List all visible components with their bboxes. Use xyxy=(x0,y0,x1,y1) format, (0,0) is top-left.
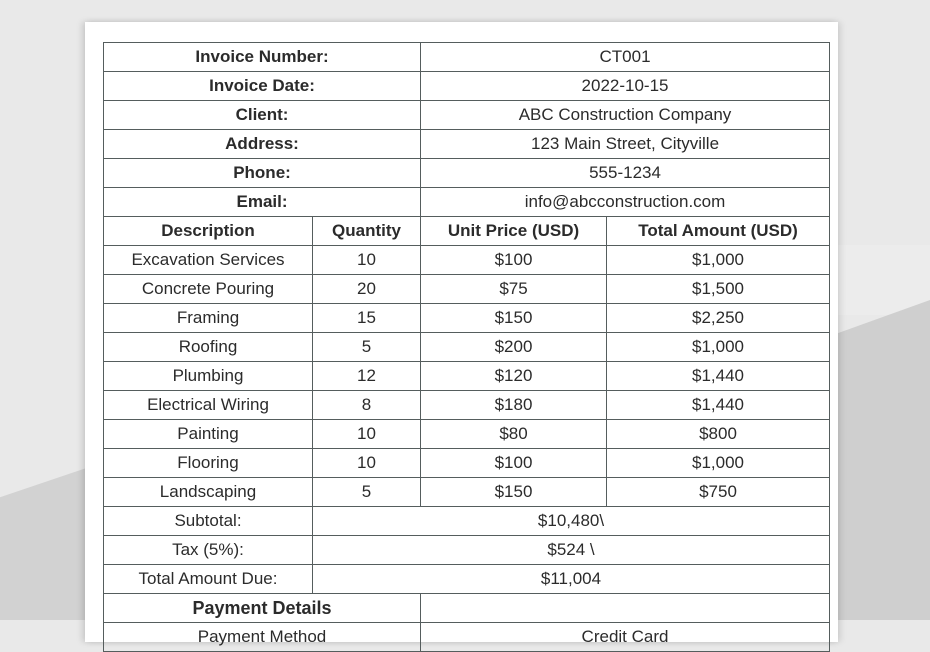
cell-total: $1,000 xyxy=(607,333,830,362)
table-row-payment-method xyxy=(104,623,830,652)
cell-total: $800 xyxy=(607,420,830,449)
cell-description: Roofing xyxy=(104,333,313,362)
cell-quantity: 8 xyxy=(313,391,421,420)
table-row-email xyxy=(104,188,830,217)
cell-total: $750 xyxy=(607,478,830,507)
cell-total: $2,250 xyxy=(607,304,830,333)
cell-unit-price: $180 xyxy=(421,391,607,420)
cell-quantity: 15 xyxy=(313,304,421,333)
table-row xyxy=(104,420,830,449)
section-title-payment-details: Payment Details xyxy=(104,594,421,623)
cell-total: $1,000 xyxy=(607,246,830,275)
table-row-client xyxy=(104,101,830,130)
table-row xyxy=(104,478,830,507)
cell-quantity: 12 xyxy=(313,362,421,391)
table-row-phone xyxy=(104,159,830,188)
cell-total: $1,440 xyxy=(607,391,830,420)
totals-label-subtotal: Subtotal: xyxy=(104,507,313,536)
field-label-address: Address: xyxy=(104,130,421,159)
field-value-invoice-number: CT001 xyxy=(421,43,830,72)
payment-label-payment-method: Payment Method xyxy=(104,623,421,652)
field-value-client: ABC Construction Company xyxy=(421,101,830,130)
cell-unit-price: $150 xyxy=(421,304,607,333)
cell-unit-price: $100 xyxy=(421,246,607,275)
section-title-payment-details-spacer xyxy=(421,594,830,623)
field-label-client: Client: xyxy=(104,101,421,130)
column-header-description: Description xyxy=(104,217,313,246)
cell-quantity: 10 xyxy=(313,246,421,275)
cell-description: Painting xyxy=(104,420,313,449)
table-row xyxy=(104,275,830,304)
payment-value-payment-method: Credit Card xyxy=(421,623,830,652)
invoice-document-page xyxy=(85,22,838,647)
cell-unit-price: $100 xyxy=(421,449,607,478)
cell-unit-price: $80 xyxy=(421,420,607,449)
field-value-invoice-date: 2022-10-15 xyxy=(421,72,830,101)
cell-description: Electrical Wiring xyxy=(104,391,313,420)
totals-value-total-amount-due: $11,004 xyxy=(313,565,830,594)
table-row-payment-details-title xyxy=(104,594,830,623)
cell-description: Flooring xyxy=(104,449,313,478)
field-label-email: Email: xyxy=(104,188,421,217)
cell-quantity: 10 xyxy=(313,449,421,478)
cell-total: $1,000 xyxy=(607,449,830,478)
table-row-total-amount-due xyxy=(104,565,830,594)
totals-value-subtotal: $10,480\ xyxy=(313,507,830,536)
table-row-address xyxy=(104,130,830,159)
field-value-email: info@abcconstruction.com xyxy=(421,188,830,217)
table-row-subtotal xyxy=(104,507,830,536)
cell-description: Landscaping xyxy=(104,478,313,507)
table-row xyxy=(104,333,830,362)
table-row-invoice-date xyxy=(104,72,830,101)
invoice-table xyxy=(103,42,830,652)
field-label-invoice-date: Invoice Date: xyxy=(104,72,421,101)
invoice-table-body xyxy=(104,43,830,652)
cell-quantity: 10 xyxy=(313,420,421,449)
cell-quantity: 5 xyxy=(313,333,421,362)
cell-unit-price: $120 xyxy=(421,362,607,391)
cell-total: $1,440 xyxy=(607,362,830,391)
totals-label-total-amount-due: Total Amount Due: xyxy=(104,565,313,594)
table-row xyxy=(104,362,830,391)
column-header-quantity: Quantity xyxy=(313,217,421,246)
field-label-invoice-number: Invoice Number: xyxy=(104,43,421,72)
table-row xyxy=(104,304,830,333)
table-row xyxy=(104,391,830,420)
cell-quantity: 20 xyxy=(313,275,421,304)
column-header-unit-price: Unit Price (USD) xyxy=(421,217,607,246)
cell-total: $1,500 xyxy=(607,275,830,304)
field-value-phone: 555-1234 xyxy=(421,159,830,188)
cell-unit-price: $200 xyxy=(421,333,607,362)
cell-unit-price: $150 xyxy=(421,478,607,507)
cell-unit-price: $75 xyxy=(421,275,607,304)
table-row-tax xyxy=(104,536,830,565)
totals-label-tax: Tax (5%): xyxy=(104,536,313,565)
cell-description: Framing xyxy=(104,304,313,333)
field-label-phone: Phone: xyxy=(104,159,421,188)
cell-quantity: 5 xyxy=(313,478,421,507)
table-row xyxy=(104,449,830,478)
column-header-total-amount: Total Amount (USD) xyxy=(607,217,830,246)
totals-value-tax: $524 \ xyxy=(313,536,830,565)
table-row-invoice-number xyxy=(104,43,830,72)
field-value-address: 123 Main Street, Cityville xyxy=(421,130,830,159)
table-row xyxy=(104,246,830,275)
cell-description: Plumbing xyxy=(104,362,313,391)
cell-description: Excavation Services xyxy=(104,246,313,275)
cell-description: Concrete Pouring xyxy=(104,275,313,304)
table-header-row-line-items xyxy=(104,217,830,246)
